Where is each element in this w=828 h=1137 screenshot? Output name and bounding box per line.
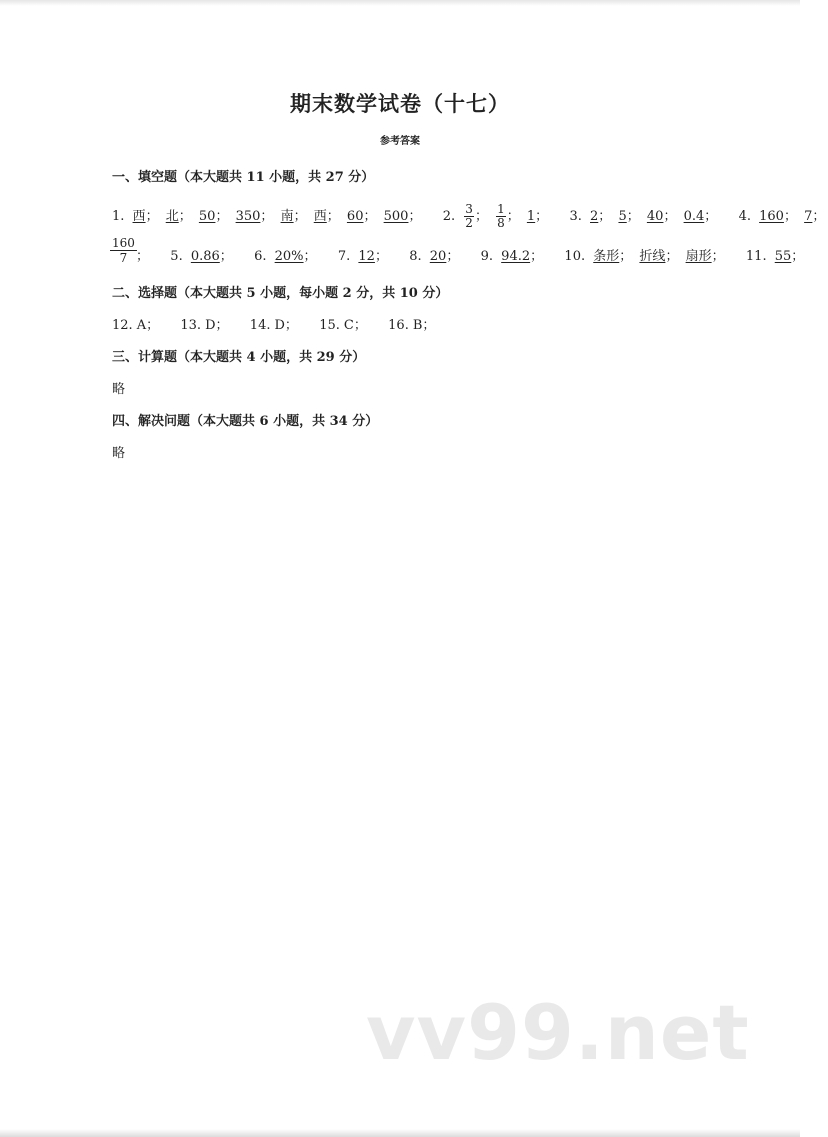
answer: 0.4	[683, 209, 705, 224]
separator: ；	[783, 209, 797, 224]
answer: B	[412, 318, 423, 333]
fill-answers-line-1	[112, 203, 828, 230]
answer: 1	[526, 209, 536, 224]
separator: ；	[812, 209, 826, 224]
separator: ；	[422, 318, 436, 333]
answer: 500	[383, 209, 409, 224]
question-number: 4.	[738, 209, 751, 224]
separator: ；	[293, 209, 307, 224]
page-bottom-edge	[0, 1129, 800, 1137]
fill-answers-line-2	[136, 245, 807, 264]
question-number: 14.	[249, 318, 271, 333]
answer: 西	[132, 209, 146, 224]
answer: D	[274, 318, 285, 333]
answer: 0.86	[190, 249, 220, 264]
question-number: 1.	[112, 209, 125, 224]
separator: ；	[178, 209, 192, 224]
separator: ；	[530, 249, 544, 264]
answer: 94.2	[501, 249, 531, 264]
choice-answers-line	[112, 314, 438, 333]
question-number: 3.	[569, 209, 582, 224]
separator: ；	[791, 249, 805, 264]
answer: 20	[429, 249, 447, 264]
fraction-numerator: 1	[497, 202, 505, 216]
separator: ；	[598, 209, 612, 224]
question-number: 11.	[745, 249, 767, 264]
separator: ；	[136, 249, 150, 264]
section-heading-problem-solving: 四、解决问题（本大题共 6 小题，共 34 分）	[112, 414, 379, 429]
separator: ；	[260, 209, 274, 224]
separator: ；	[374, 249, 388, 264]
answer: 折线	[639, 249, 666, 264]
question-number: 16.	[388, 318, 409, 333]
page-subtitle: 参考答案	[380, 136, 420, 147]
separator: ；	[408, 209, 422, 224]
fraction-numerator: 160	[112, 236, 135, 250]
section-heading-calculation: 三、计算题（本大题共 4 小题，共 29 分）	[112, 350, 366, 365]
separator: ；	[215, 318, 229, 333]
separator: ；	[353, 318, 367, 333]
separator: ；	[284, 318, 298, 333]
answer: A	[136, 318, 147, 333]
separator: ；	[535, 209, 549, 224]
separator: ；	[215, 209, 229, 224]
page-title: 期末数学试卷（十七）	[290, 91, 510, 116]
answer: 南	[280, 209, 294, 224]
question-number: 8.	[409, 249, 422, 264]
calculation-answer-text: 略	[112, 382, 126, 397]
page-top-edge	[0, 0, 800, 6]
fraction-denominator: 8	[497, 216, 505, 230]
answer: 5	[618, 209, 627, 224]
question-number: 13.	[180, 318, 202, 333]
separator: ；	[665, 249, 679, 264]
question-number: 2.	[442, 209, 456, 224]
separator: ；	[363, 209, 377, 224]
watermark: vv99.net	[366, 988, 750, 1077]
answer: 50	[198, 209, 216, 224]
answer: 350	[235, 209, 261, 224]
separator: ；	[219, 249, 233, 264]
answer: 60	[346, 209, 364, 224]
separator: ；	[146, 318, 160, 333]
answer: 2	[590, 209, 599, 224]
question-number: 10.	[564, 249, 586, 264]
fraction-numerator: 3	[465, 202, 473, 216]
fraction	[496, 203, 506, 230]
question-number: 12.	[112, 318, 133, 333]
fraction	[464, 203, 474, 230]
answer: 20%	[274, 249, 304, 264]
separator: ；	[704, 209, 718, 224]
question-number: 5.	[170, 249, 183, 264]
question-number: 9.	[480, 249, 494, 264]
answer: 7	[804, 209, 813, 224]
separator: ；	[303, 249, 317, 264]
answer: 160	[759, 209, 784, 224]
question-number: 6.	[254, 249, 267, 264]
question-number: 15.	[319, 318, 340, 333]
answer: 40	[646, 209, 664, 224]
fraction-denominator: 2	[465, 216, 473, 230]
answer: C	[343, 318, 354, 333]
separator: ；	[619, 249, 633, 264]
separator: ；	[506, 209, 520, 224]
separator: ；	[663, 209, 677, 224]
separator: ；	[711, 249, 725, 264]
fraction	[110, 236, 137, 265]
answer: 55	[774, 249, 792, 264]
separator: ；	[145, 209, 159, 224]
answer: D	[205, 318, 216, 333]
section-heading-fill-in: 一、填空题（本大题共 11 小题，共 27 分）	[112, 170, 375, 185]
answer: 12	[358, 249, 375, 264]
question-number: 7.	[337, 249, 351, 264]
answer: 西	[313, 209, 327, 224]
problem-solving-answer-text: 略	[112, 446, 126, 461]
answer: 北	[165, 209, 179, 224]
fraction-denominator: 7	[119, 251, 128, 265]
separator: ；	[446, 249, 460, 264]
separator: ；	[474, 209, 488, 224]
answer: 扇形	[685, 249, 712, 264]
separator: ；	[326, 209, 340, 224]
separator: ；	[626, 209, 640, 224]
section-heading-multiple-choice: 二、选择题（本大题共 5 小题，每小题 2 分，共 10 分）	[112, 286, 449, 301]
answer: 条形	[593, 249, 620, 264]
